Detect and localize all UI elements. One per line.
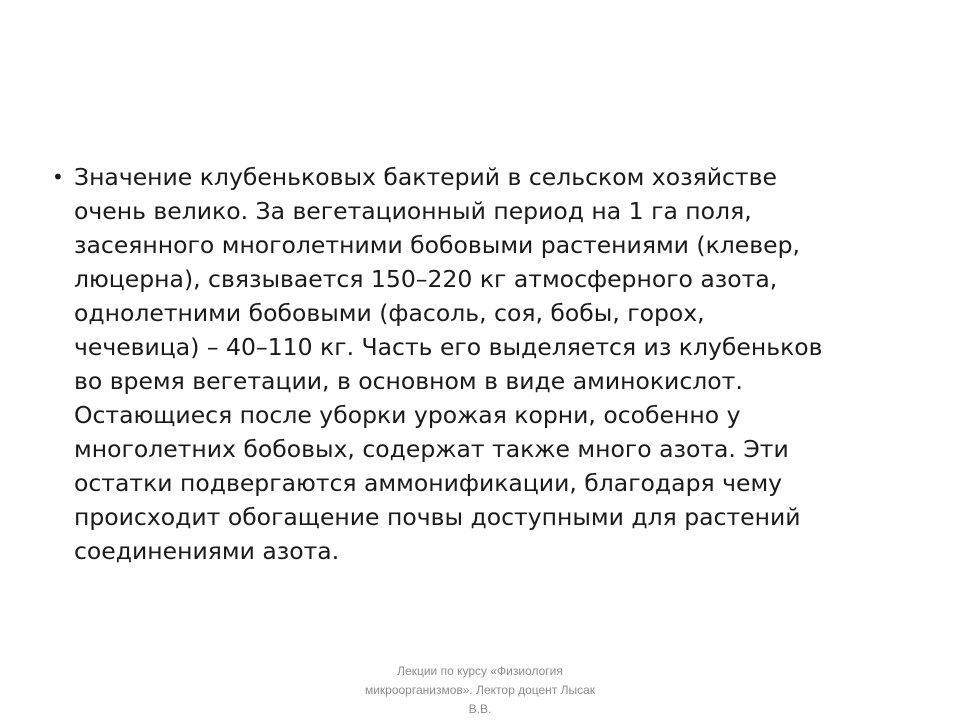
slide-content: [50, 160, 910, 568]
bullet-line: чечевица) – 40–110 кг. Часть его выделяется из клубеньков: [74, 333, 823, 361]
bullet-line: очень велико. За вегетационный период на 1 га поля,: [74, 197, 752, 225]
footer-line: Лекции по курсу «Физиология: [397, 664, 563, 678]
footer-line: микроорганизмов». Лектор доцент Лысак: [364, 683, 596, 697]
footer-line: В.В.: [468, 702, 492, 716]
bullet-line: люцерна), связывается 150–220 кг атмосферного азота,: [74, 265, 778, 293]
bullet-line: соединениями азота.: [74, 537, 340, 565]
bullet-line: многолетних бобовых, содержат также много азота. Эти: [74, 435, 789, 463]
bullet-paragraph: [74, 160, 910, 568]
bullet-line: однолетними бобовыми (фасоль, соя, бобы, горох,: [74, 299, 705, 327]
bullet-item: [50, 160, 910, 568]
bullet-line: происходит обогащение почвы доступными для растений: [74, 503, 801, 531]
bullet-line: засеянного многолетними бобовыми растениями (клевер,: [74, 231, 800, 259]
bullet-dot-icon: •: [52, 165, 64, 189]
bullet-line: Значение клубеньковых бактерий в сельском хозяйстве: [74, 163, 777, 191]
bullet-line: остатки подвергаются аммонификации, благодаря чему: [74, 469, 783, 497]
slide-footer: [320, 662, 640, 719]
bullet-line: во время вегетации, в основном в виде аминокислот.: [74, 367, 743, 395]
bullet-line: Остающиеся после уборки урожая корни, особенно у: [74, 401, 741, 429]
